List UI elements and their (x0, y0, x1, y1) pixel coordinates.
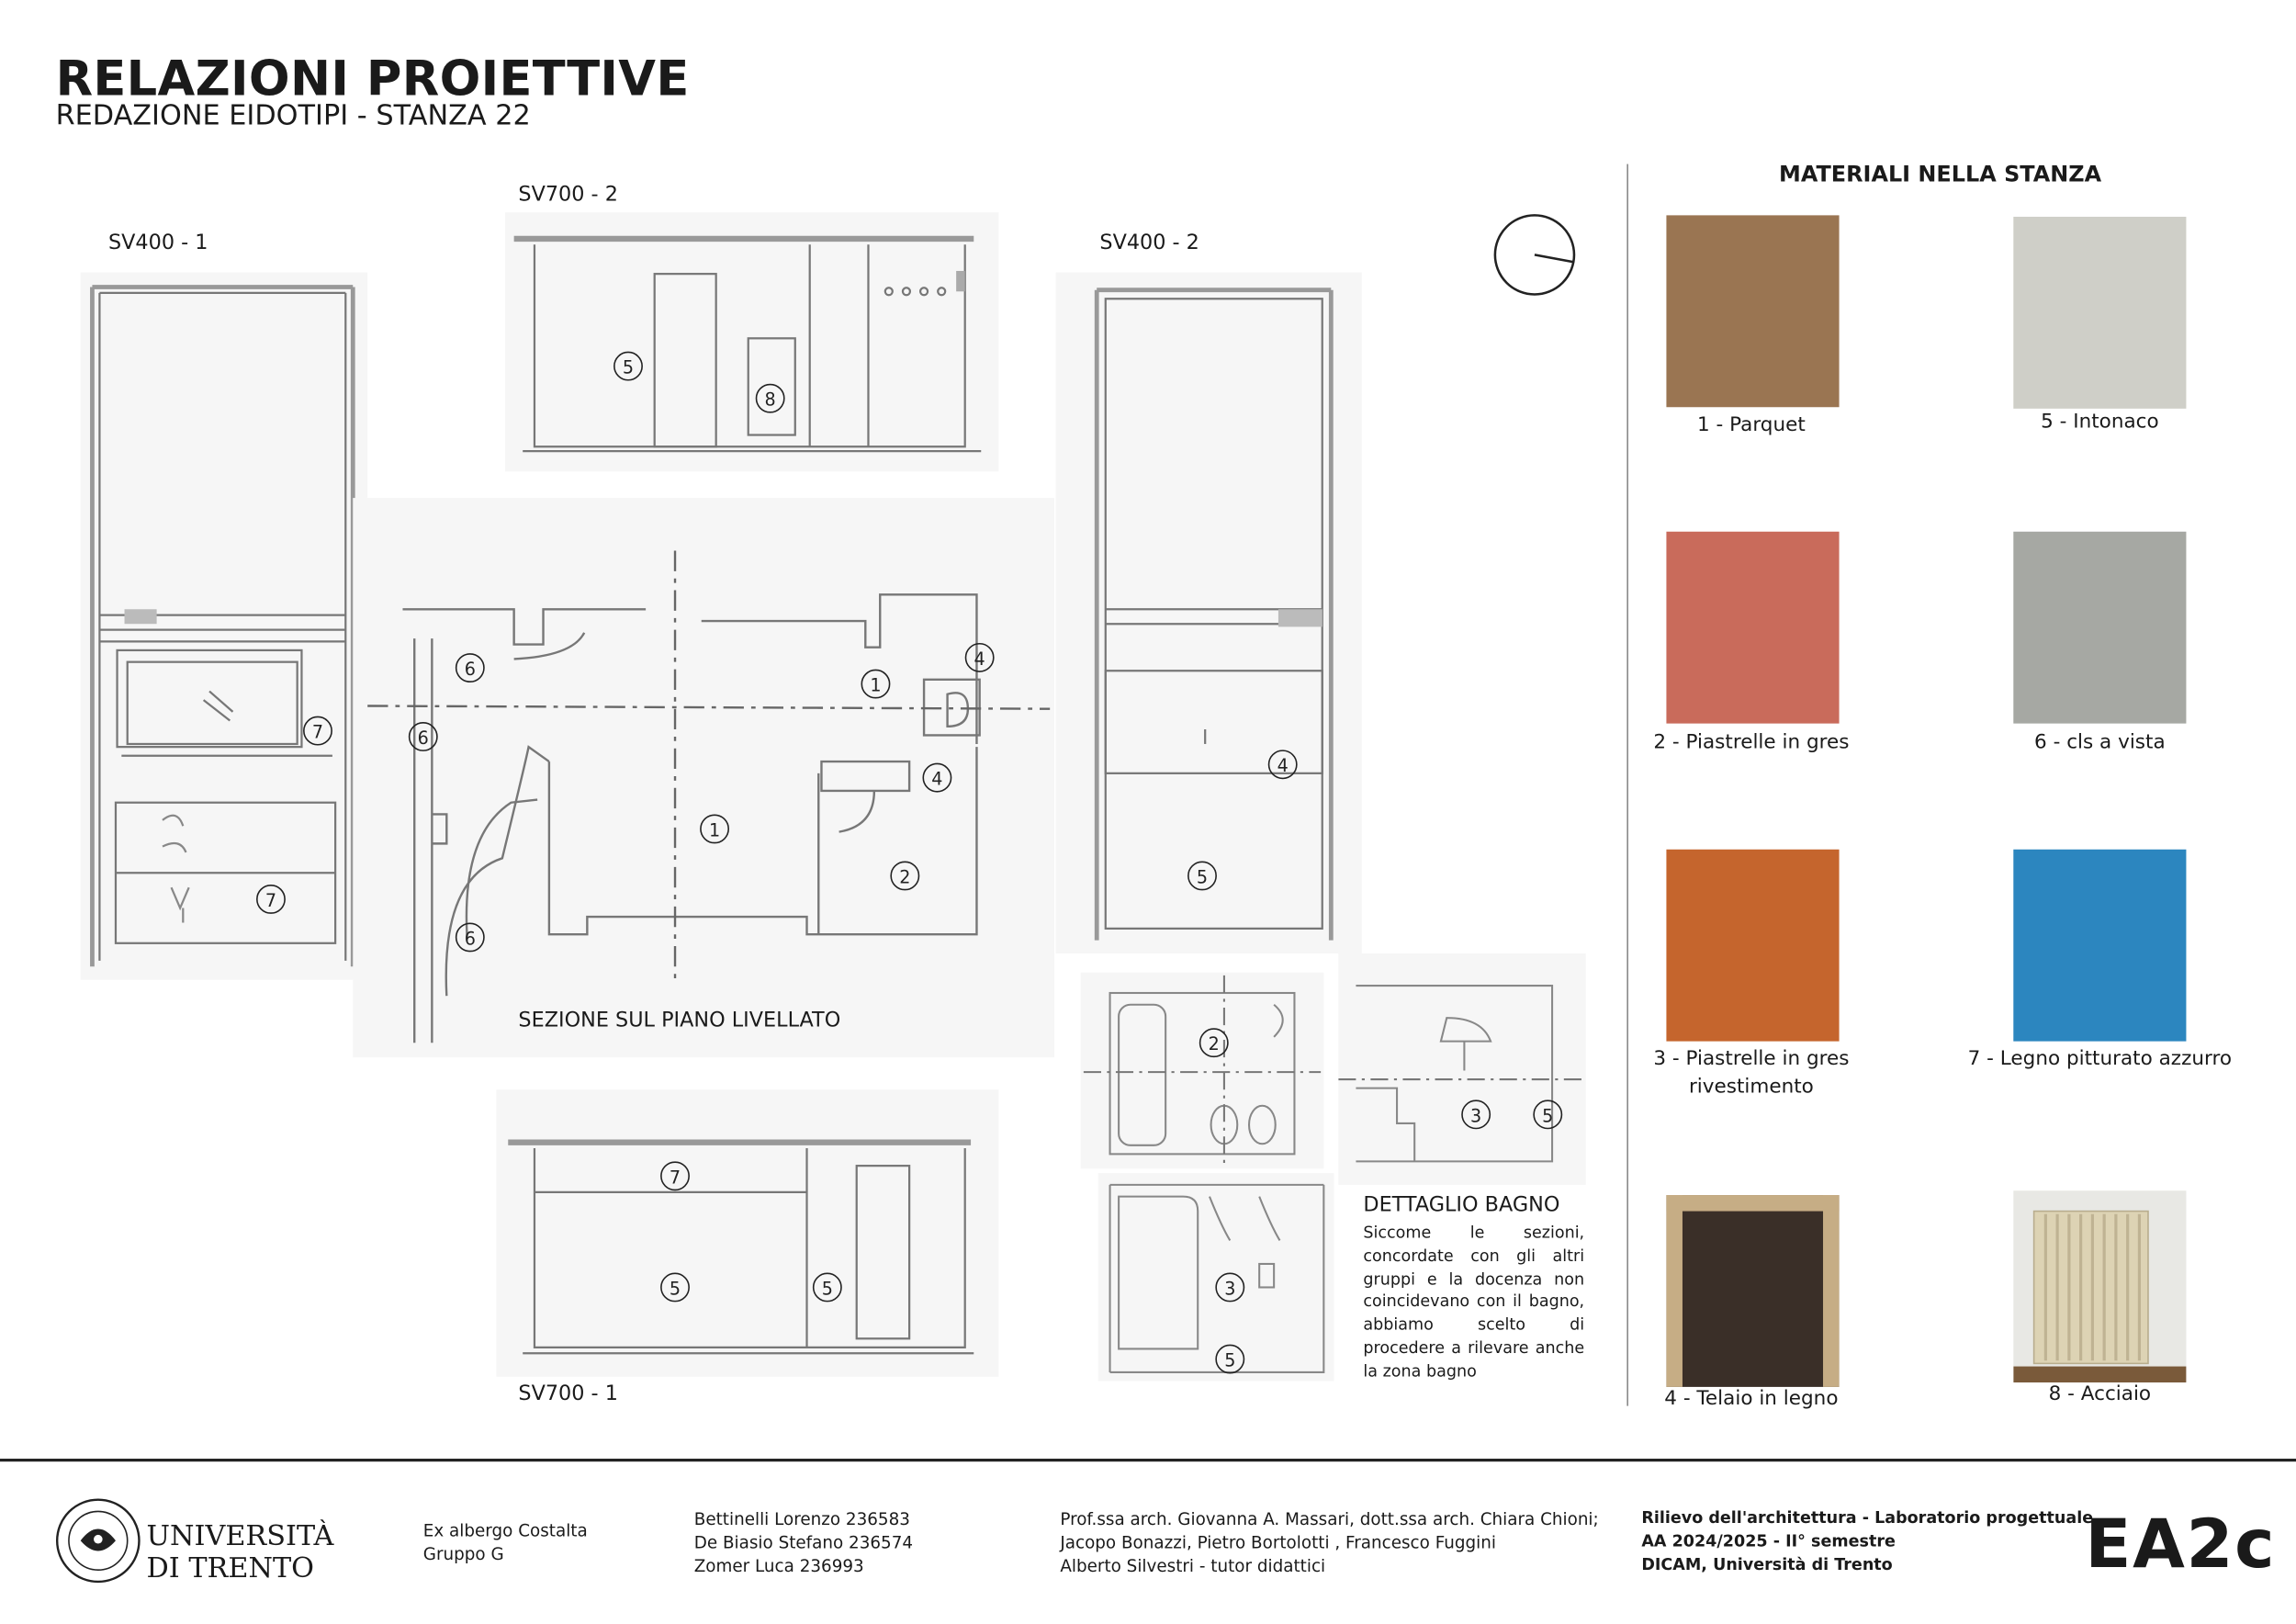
callout-5: 5 (660, 1273, 690, 1303)
sheet-code: EA2c (2085, 1504, 2277, 1584)
callout-7: 7 (256, 885, 286, 914)
material-swatch-parquet (1666, 215, 1839, 407)
callout-5: 5 (1533, 1100, 1562, 1129)
material-label: 4 - Telaio in legno (1664, 1386, 1839, 1411)
view-label-sv400-1: SV400 - 1 (107, 231, 208, 255)
view-label-sv400-2: SV400 - 2 (1099, 231, 1199, 255)
callout-5: 5 (813, 1273, 842, 1303)
bathroom-detail-body: Siccome le sezioni, concordate con gli altri gruppi e la docenza non coincidevano con il bagno, abbiamo scelto di procedere a rilevare anche la zona bagno (1363, 1223, 1585, 1382)
callout-2: 2 (890, 862, 919, 891)
plan-section-label: SEZIONE SUL PIANO LIVELLATO (518, 1009, 841, 1033)
sketch-sv700-2 (505, 212, 998, 471)
material-swatch-piastrelle-gres (1666, 532, 1839, 724)
page-subtitle: REDAZIONE EIDOTIPI - STANZA 22 (55, 99, 531, 132)
callout-6: 6 (456, 922, 485, 952)
callout-2: 2 (1199, 1028, 1229, 1057)
view-label-sv700-2: SV700 - 2 (518, 183, 618, 207)
vertical-divider (1626, 164, 1628, 1406)
sketch-bath-elevation (1098, 1173, 1334, 1381)
callout-5: 5 (1215, 1345, 1244, 1374)
callout-6: 6 (409, 722, 438, 751)
students-info: Bettinelli Lorenzo 236583 De Biasio Stefano 236574 Zomer Luca 236993 (693, 1508, 914, 1576)
sketch-bath-section (1338, 953, 1585, 1185)
course-info: Rilievo dell'architettura - Laboratorio progettuale AA 2024/2025 - II° semestre DICAM, Università di Trento (1641, 1508, 2094, 1574)
material-swatch-intonaco (2013, 217, 2186, 409)
material-swatch-gres-rivestimento (1666, 850, 1839, 1042)
callout-3: 3 (1215, 1273, 1244, 1303)
university-seal-logo (54, 1496, 142, 1585)
material-label: 1 - Parquet (1696, 412, 1806, 437)
material-label: 7 - Legno pitturato azzurro (1967, 1046, 2233, 1071)
material-label: 3 - Piastrelle in gres rivestimento (1653, 1046, 1850, 1099)
callout-5: 5 (613, 352, 643, 381)
callout-4: 4 (1268, 750, 1298, 779)
callout-3: 3 (1461, 1100, 1491, 1129)
sketch-bath-plan (1081, 973, 1324, 1169)
materials-title: MATERIALI NELLA STANZA (1779, 161, 2102, 188)
material-label: 8 - Acciaio (2048, 1382, 2152, 1406)
callout-7: 7 (660, 1161, 690, 1190)
material-label: 5 - Intonaco (2041, 410, 2159, 434)
university-name: UNIVERSITÀ DI TRENTO (146, 1519, 334, 1585)
north-arrow-icon (1492, 212, 1577, 297)
project-info: Ex albergo Costalta Gruppo G (422, 1519, 588, 1564)
callout-5: 5 (1187, 862, 1217, 891)
tutors-info: Prof.ssa arch. Giovanna A. Massari, dott.ssa arch. Chiara Chioni; Jacopo Bonazzi, Pietro Bortolotti , Francesco Fuggini Alberto Silvestri - tutor didattici (1060, 1508, 1599, 1576)
bathroom-detail-title: DETTAGLIO BAGNO (1363, 1193, 1560, 1217)
material-swatch-telaio-legno (1666, 1195, 1839, 1387)
callout-1: 1 (861, 670, 891, 699)
page-title: RELAZIONI PROIETTIVE (55, 50, 690, 107)
callout-4: 4 (965, 643, 995, 672)
callout-1: 1 (700, 814, 729, 843)
material-swatch-legno-azzurro (2013, 850, 2186, 1042)
sketch-sv400-2 (1056, 273, 1362, 953)
callout-8: 8 (756, 384, 785, 413)
view-label-sv700-1: SV700 - 1 (518, 1382, 618, 1406)
material-swatch-cls (2013, 532, 2186, 724)
material-label: 2 - Piastrelle in gres (1653, 730, 1850, 755)
sketch-sv400-1 (81, 273, 368, 980)
material-swatch-acciaio (2013, 1190, 2186, 1382)
footer-divider (0, 1459, 2296, 1461)
callout-7: 7 (303, 716, 332, 746)
callout-6: 6 (456, 653, 485, 682)
callout-4: 4 (922, 763, 951, 793)
material-label: 6 - cls a vista (2034, 730, 2166, 755)
sketch-sv700-1 (497, 1089, 999, 1377)
